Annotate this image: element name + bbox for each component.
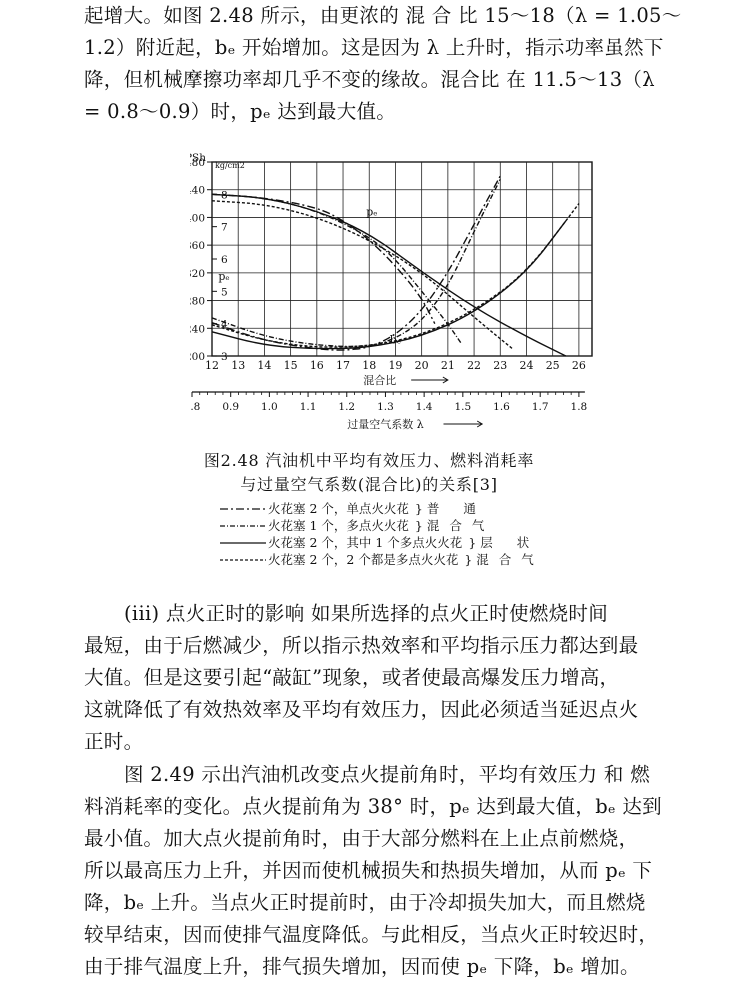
- pe-tick-label: 5: [221, 286, 228, 299]
- text-line: 料消耗率的变化。点火提前角为 38° 时，pₑ 达到最大值，bₑ 达到: [84, 795, 662, 818]
- legend-brace: }: [468, 535, 477, 550]
- text-line: 最短，由于后燃减少，所以指示热效率和平均指示压力都达到最: [84, 634, 639, 657]
- pe-axis-label: pₑ: [218, 270, 230, 283]
- text-line: 大值。但是这要引起“敲缸”现象，或者使最高爆发压力增高，: [84, 666, 620, 689]
- mixture-ratio-label: 混合比: [363, 374, 397, 387]
- left-y-tick-label: 20: [191, 267, 205, 280]
- figure-legend: [218, 500, 638, 568]
- x-tick-label: 13: [231, 359, 246, 372]
- lambda-axis-label: 过量空气系数 λ: [347, 418, 424, 431]
- lambda-tick-label: 1.7: [531, 401, 549, 413]
- pe-tick-label: 3: [221, 351, 228, 363]
- legend-group: 层 状: [480, 535, 540, 550]
- legend-group: 普 通: [426, 501, 486, 516]
- left-y-tick-label: 60: [191, 240, 205, 253]
- x-tick-label: 12: [205, 359, 219, 372]
- legend-group: 混合气: [426, 518, 495, 533]
- x-tick-label: 21: [440, 359, 455, 372]
- series-line-be-dash-long: [212, 179, 500, 346]
- legend-entry: [218, 534, 638, 551]
- lambda-tick-label: 1.0: [261, 401, 278, 413]
- lambda-tick-label: 1.4: [415, 401, 433, 413]
- lambda-tick-label: 1.8: [570, 401, 588, 413]
- legend-text: 火花塞 2 个，其中 1 个多点火火花: [268, 535, 463, 550]
- left-y-tick-label: 40: [191, 323, 205, 336]
- x-tick-label: 20: [414, 359, 429, 372]
- text-line: 最小值。加大点火提前角时，由于大部分燃料在上止点前燃烧，: [84, 827, 639, 850]
- legend-swatch-solid: [218, 538, 268, 548]
- left-y-tick-label: 40: [191, 184, 205, 197]
- lambda-tick-label: 1.6: [493, 401, 510, 413]
- text-line: 较早结束，因而使排气温度降低。与此相反，当点火正时较迟时，: [84, 923, 659, 946]
- legend-swatch-dash-dot: [218, 504, 268, 514]
- legend-text: 火花塞 2 个，单点火火花: [268, 501, 409, 516]
- series-line-pe-dashed: [212, 201, 513, 350]
- x-tick-label: 16: [309, 359, 324, 372]
- legend-entry: [218, 500, 638, 517]
- lambda-tick-label: 1.3: [377, 401, 394, 413]
- text-line: 降，但机械摩擦功率却几乎不变的缘故。混合比 在 11.5～13（λ: [84, 68, 655, 91]
- legend-entry: [218, 517, 638, 534]
- be-curve-label: bₑ: [389, 333, 402, 347]
- lambda-tick-label: 1.5: [454, 401, 472, 413]
- legend-text: 火花塞 1 个，多点火火花: [268, 518, 409, 533]
- text-line: 这就降低了有效热效率及平均有效压力，因此必须适当延迟点火: [84, 698, 639, 721]
- text-line: 起增大。如图 2.48 所示，由更浓的 混 合 比 15～18（λ = 1.05～: [84, 4, 682, 27]
- lambda-tick-label: 1.2: [338, 401, 356, 413]
- lambda-tick-label: 0.9: [222, 401, 240, 413]
- lambda-tick-label: 1.1: [299, 401, 317, 413]
- paragraph-2: [84, 598, 674, 758]
- figure-2-48-chart: [190, 150, 610, 440]
- left-y-tick-label: 80: [191, 157, 205, 169]
- figure-caption-line-2: 与过量空气系数(混合比)的关系[3]: [240, 475, 498, 494]
- text-line: 正时。: [84, 730, 144, 753]
- series-line-be-dash-dot: [212, 176, 500, 350]
- paragraph-1: [84, 0, 682, 128]
- series-line-pe-solid: [212, 194, 566, 356]
- legend-brace: }: [464, 552, 473, 567]
- x-tick-label: 18: [362, 359, 377, 372]
- x-tick-label: 19: [388, 359, 403, 372]
- legend-entry: [218, 551, 638, 568]
- legend-text: 火花塞 2 个，2 个都是多点火火花: [268, 552, 459, 567]
- text-line: 1.2）附近起，bₑ 开始增加。这是因为 λ 上升时，指示功率虽然下: [84, 36, 664, 59]
- pe-tick-label: 4: [221, 318, 228, 331]
- series-line-pe-dash-long: [212, 194, 461, 343]
- left-axis-unit: Sh: [192, 152, 206, 164]
- lambda-axis-arrow: [443, 421, 482, 427]
- x-tick-label: 17: [336, 359, 351, 372]
- text-line: (iii) 点火正时的影响 如果所选择的点火正时使燃烧时间: [124, 602, 609, 625]
- x-tick-label: 25: [545, 359, 560, 372]
- x-tick-label: 14: [257, 359, 272, 372]
- left-y-tick-label: 00: [191, 351, 205, 363]
- text-line: 图 2.49 示出汽油机改变点火提前角时，平均有效压力 和 燃: [124, 763, 651, 786]
- x-tick-label: 22: [467, 359, 482, 372]
- text-line: 降，bₑ 上升。当点火正时提前时，由于冷却损失加大，而且燃烧: [84, 891, 646, 914]
- mixture-ratio-arrow: [411, 377, 448, 383]
- pe-tick-label: 7: [221, 221, 228, 234]
- text-line: = 0.8～0.9）时，pₑ 达到最大值。: [84, 100, 397, 123]
- left-y-tick-label: 00: [191, 212, 205, 225]
- right-axis-unit: kg/cm2: [215, 161, 245, 170]
- legend-brace: }: [414, 518, 423, 533]
- chart-svg: [190, 150, 610, 440]
- x-tick-label: 24: [519, 359, 534, 372]
- x-tick-label: 15: [283, 359, 298, 372]
- pe-tick-label: 6: [221, 254, 228, 266]
- legend-swatch-dash-long: [218, 521, 268, 531]
- pe-tick-label: 8: [221, 189, 228, 202]
- legend-group: 混合气: [476, 552, 544, 567]
- paragraph-3: [84, 759, 674, 983]
- text-line: 所以最高压力上升，并因而使机械损失和热损失增加，从而 pₑ 下: [84, 859, 653, 882]
- legend-swatch-dashed: [218, 555, 268, 565]
- left-y-tick-label: 80: [191, 295, 205, 308]
- text-line: 由于排气温度上升，排气损失增加，因而使 pₑ 下降，bₑ 增加。: [84, 955, 640, 978]
- x-tick-label: 26: [571, 359, 586, 372]
- pe-curve-label: pₑ: [366, 205, 378, 219]
- figure-caption-line-1: 图2.48 汽油机中平均有效压力、燃料消耗率: [203, 451, 535, 470]
- x-tick-label: 23: [493, 359, 508, 372]
- lambda-tick-label: .8: [190, 401, 201, 413]
- legend-brace: }: [414, 501, 423, 516]
